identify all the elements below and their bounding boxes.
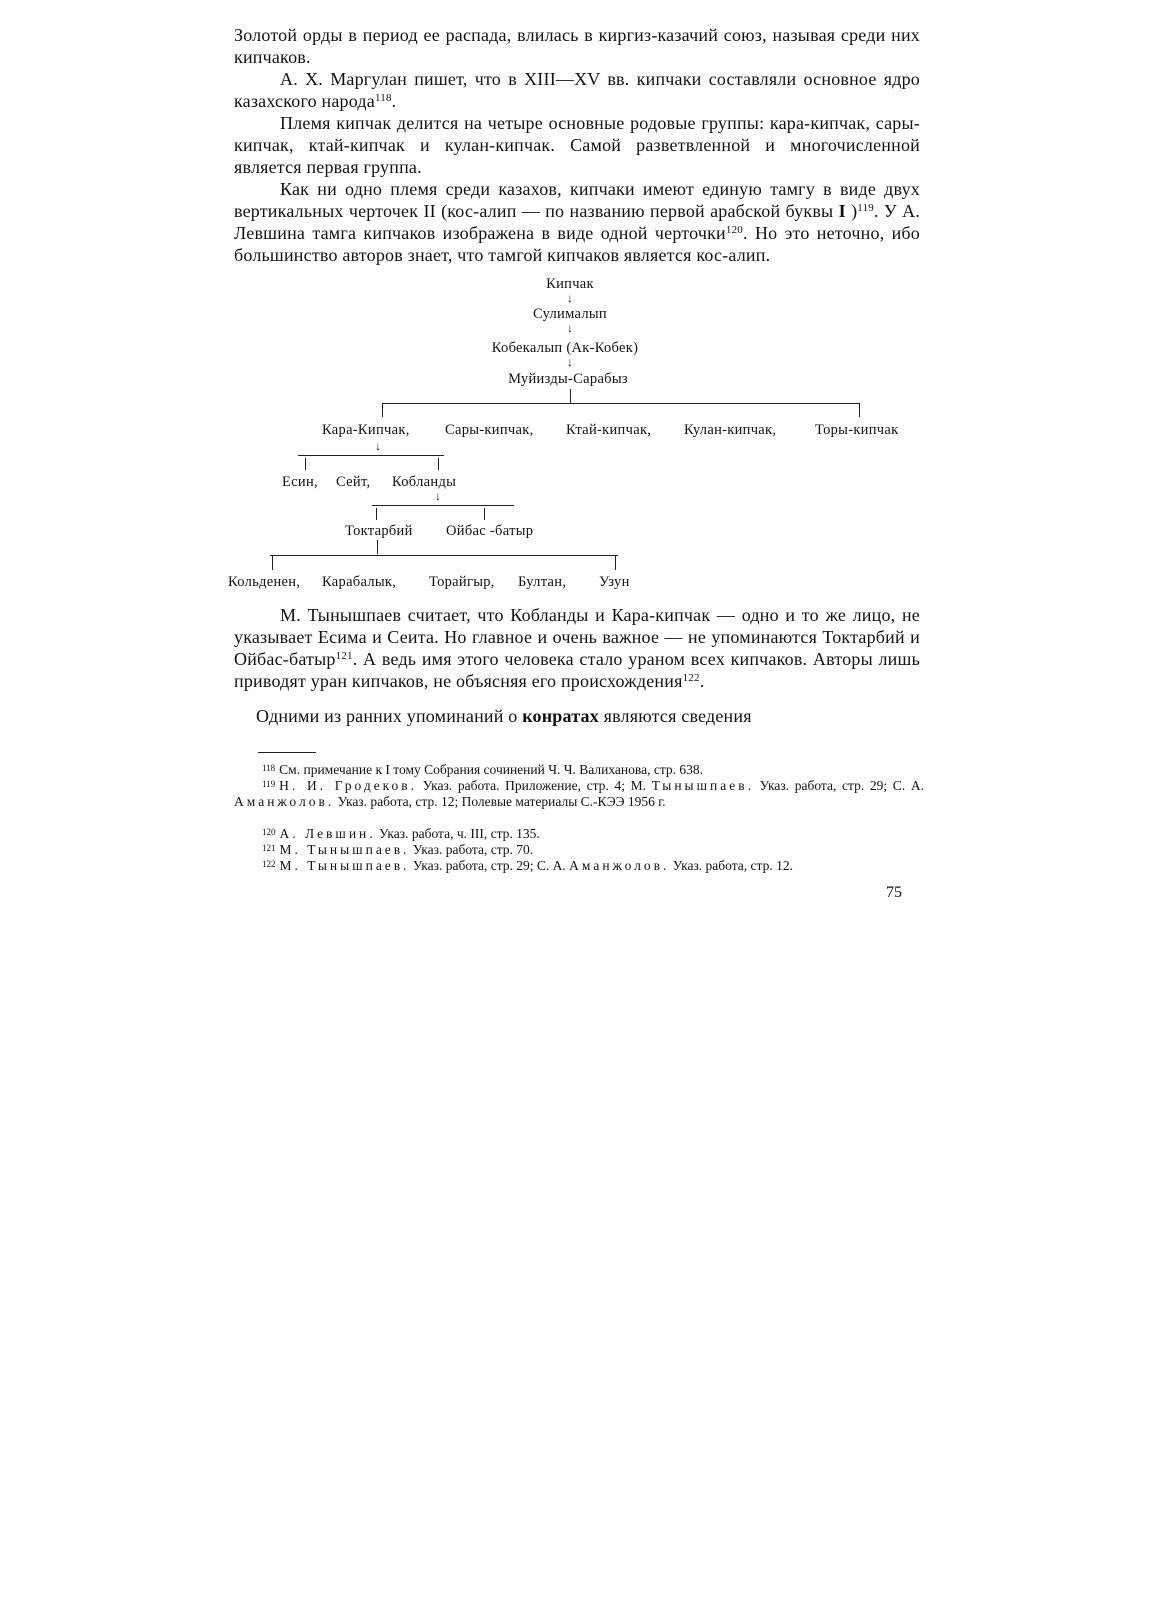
page-number: 75	[886, 884, 902, 901]
paragraph-2-text: А. Х. Маргулан пишет, что в XIII—XV вв. кипчаки составляли основное ядро казахского народа	[234, 69, 920, 111]
tree-node-toktarbii: Токтарбий	[345, 523, 413, 539]
tree-branch-line	[270, 555, 618, 556]
paragraph-6	[234, 705, 920, 727]
tree-branch-line	[372, 505, 514, 506]
footnote-text: Указ. работа, стр. 70.	[409, 842, 534, 857]
footnote-author: М. Тынышпаев.	[279, 858, 410, 873]
paragraph-5-text-b: . А ведь имя этого человека стало ураном всех кипчаков. Авторы лишь приводят уран кипчаков, не объясняя его происхождения	[234, 649, 920, 691]
tree-node-karabalyk: Карабалык,	[322, 574, 397, 590]
tree-connector	[570, 389, 571, 403]
footnote-number: 119	[262, 779, 276, 789]
tree-connector	[272, 556, 273, 570]
tree-connector	[484, 508, 485, 520]
tree-node-toraigyr: Торайгыр,	[429, 574, 495, 590]
tree-branch-line	[382, 403, 860, 404]
tree-node-kipchak: Кипчак	[546, 276, 594, 292]
paragraph-3-text: Племя кипчак делится на четыре основные родовые группы: кара-кипчак, сары-кипчак, ктай-кипчак и кулан-кипчак. Самой разветвленной и многочисленной является первая группа.	[234, 113, 920, 177]
footnote-author: Н. И. Гродеков.	[279, 778, 418, 793]
paragraph-4-text-a: Как ни одно племя среди казахов, кипчаки имеют единую тамгу в виде двух вертикальных черточек	[234, 179, 920, 221]
footnote-122	[234, 856, 924, 874]
tree-connector	[377, 540, 378, 554]
tree-connector	[305, 458, 306, 470]
footnote-separator	[258, 752, 316, 753]
tree-node-tory-kipchak: Торы-кипчак	[815, 422, 899, 438]
paragraph-1-text: Золотой орды в период ее распада, влилась в киргиз-казачий союз, называя среди них кипчаков.	[234, 25, 920, 67]
paragraph-5-text-a: М. Тынышпаев считает, что Кобланды и Кара-кипчак — одно и то же лицо, не указывает Есима и Сеита. Но главное и очень важное — не упоминаются Токтарбий и Ойбас-батыр	[234, 605, 920, 669]
footnote-text: Указ. работа, стр. 12; Полевые материалы С.-КЭЭ 1956 г.	[334, 794, 666, 809]
tree-node-seit: Сейт,	[336, 474, 371, 490]
tree-node-uzun: Узун	[599, 574, 630, 590]
tree-branch-line	[298, 455, 444, 456]
tree-node-sulimalyp: Сулималып	[533, 306, 607, 322]
tree-connector	[859, 403, 860, 417]
footnote-number: 120	[262, 827, 276, 837]
tree-connector	[376, 508, 377, 520]
down-arrow-icon: ↓	[567, 355, 573, 369]
footnote-author: М. Тынышпаев.	[279, 842, 410, 857]
footnote-number: 122	[262, 859, 276, 869]
footnote-ref-119[interactable]: 119	[857, 202, 874, 214]
footnote-ref-118[interactable]: 118	[374, 92, 392, 104]
footnote-ref-122[interactable]: 122	[682, 672, 700, 684]
tree-node-sary-kipchak: Сары-кипчак,	[445, 422, 534, 438]
paragraph-6-bold-term: конратах	[522, 706, 599, 726]
footnote-number: 118	[262, 763, 276, 773]
paragraph-4-text-c: . У А. Левшина тамга кипчаков изображена в виде одной черточки	[234, 201, 920, 243]
tree-node-kara-kipchak: Кара-Кипчак,	[322, 422, 410, 438]
tree-node-bultan: Бултан,	[518, 574, 567, 590]
paragraph-4-text-d: . Но это неточно, ибо большинство авторов знает, что тамгой кипчаков является кос-алип.	[234, 223, 920, 265]
paragraph-6-text-a: Одними из ранних упоминаний о	[256, 706, 518, 726]
footnote-ref-120[interactable]: 120	[725, 224, 743, 236]
down-arrow-icon: ↓	[435, 489, 441, 503]
paragraph-2: А. Х. Маргулан пишет, что в XIII—XV вв. кипчаки составляли основное ядро казахского народа$^{118}$.	[234, 69, 920, 111]
footnote-119	[234, 776, 924, 810]
footnote-author: Аманжолов.	[569, 858, 670, 873]
footnote-text: См. примечание к I тому Собрания сочинений Ч. Ч. Валиханова, стр. 638.	[279, 762, 704, 777]
tree-node-kobekalyp: Кобекалып (Ак-Кобек)	[491, 340, 639, 356]
down-arrow-icon: ↓	[375, 439, 381, 453]
footnote-text: Указ. работа, ч. III, стр. 135.	[375, 826, 540, 841]
tamga-alif: I	[838, 201, 846, 221]
tree-node-muiizdy-sarabyz: Муйизды-Сарабыз	[508, 371, 628, 387]
footnote-text: Указ. работа. Приложение, стр. 4; М.	[417, 778, 652, 793]
footnote-author: А. Левшин.	[279, 826, 376, 841]
tree-node-oibas-batyr: Ойбас -батыр	[446, 523, 534, 539]
tree-node-esin: Есин,	[282, 474, 318, 490]
paragraph-6-text-b: являются сведения	[603, 706, 752, 726]
paragraph-5: М. Тынышпаев считает, что Кобланды и Кара-кипчак — одно и то же лицо, не указывает Есима и Сеита. Но главное и очень важное — не упоминаются Токтарбий и Ойбас-батыр$^{121}$. А ведь имя этого человека стало ураном всех кипчаков. Авторы лишь приводят уран кипчаков, не объясняя его происхождения$^{122}$.	[234, 605, 920, 691]
footnote-author: Тынышпаев.	[651, 778, 754, 793]
footnote-number: 121	[262, 843, 276, 853]
tree-connector	[438, 458, 439, 470]
tamga-double-stroke: II	[423, 201, 436, 221]
tree-connector	[615, 556, 616, 570]
footnote-text: Указ. работа, стр. 12.	[669, 858, 793, 873]
footnote-text: Указ. работа, стр. 29; С. А.	[409, 858, 570, 873]
tree-node-kulan-kipchak: Кулан-кипчак,	[684, 422, 777, 438]
down-arrow-icon: ↓	[567, 291, 573, 305]
footnote-ref-121[interactable]: 121	[335, 650, 353, 662]
footnote-text: Указ. работа, стр. 29; С. А.	[753, 778, 924, 793]
paragraph-4: Как ни одно племя среди казахов, кипчаки имеют единую тамгу в виде двух вертикальных черточек II (кос-алип — по названию первой арабской буквы I )$^{119}$. У А. Левшина тамга кипчаков изображена в виде одной черточки$^{120}$. Но это неточно, ибо большинство авторов знает, что тамгой кипчаков является кос-алип.	[234, 179, 920, 265]
tree-node-kolden: Кольденен,	[228, 574, 301, 590]
down-arrow-icon: ↓	[567, 321, 573, 335]
tree-connector	[382, 403, 383, 417]
footnote-author: Аманжолов.	[234, 794, 335, 809]
tree-node-koblandy: Кобланды	[392, 474, 457, 490]
tree-node-ktai-kipchak: Ктай-кипчак,	[566, 422, 652, 438]
paragraph-4-text-b: (кос-алип — по названию первой арабской буквы	[441, 201, 834, 221]
